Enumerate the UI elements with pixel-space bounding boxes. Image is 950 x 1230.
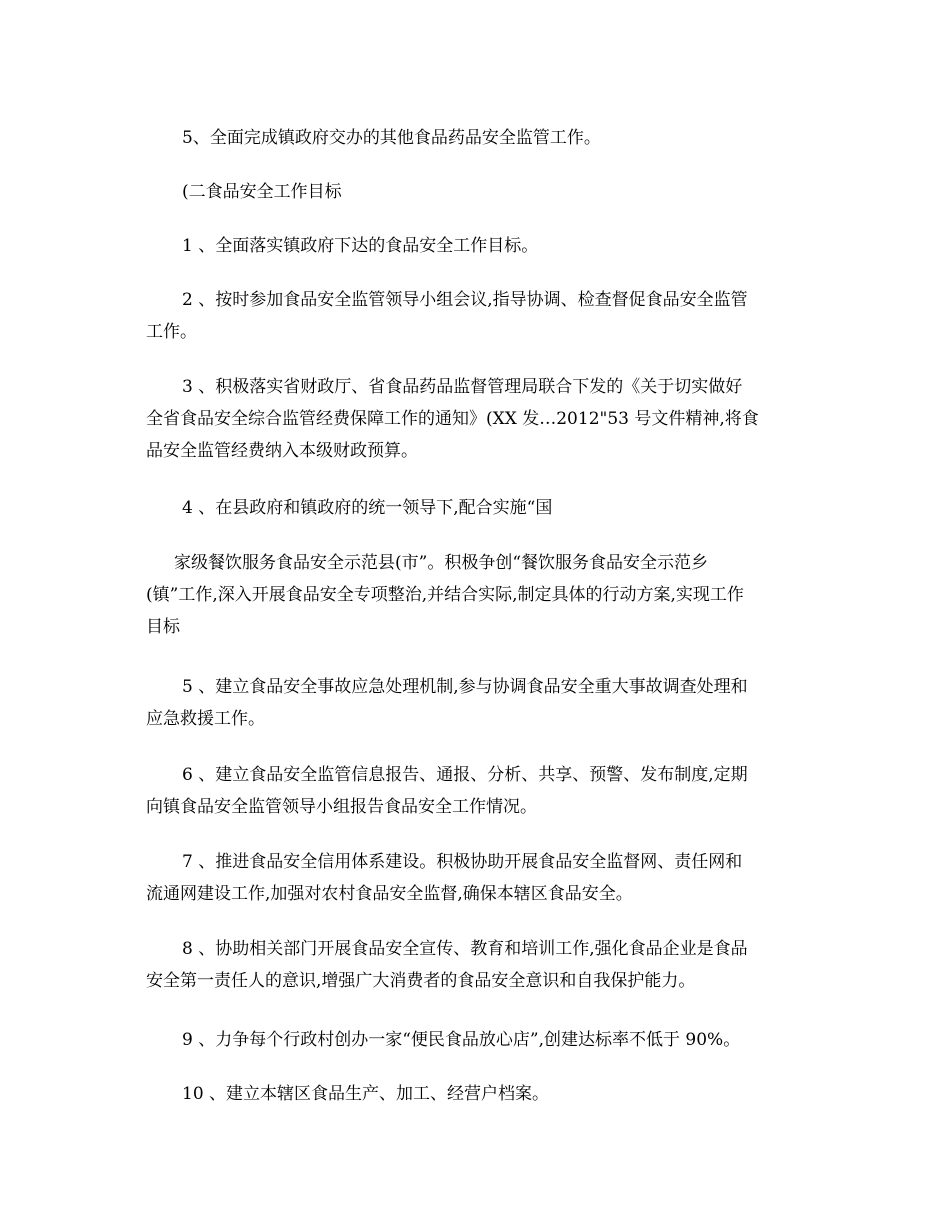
- paragraph-goal-8: [146, 933, 806, 997]
- text-line: 流通网建设工作,加强对农村食品安全监督,确保本辖区食品安全。: [146, 884, 633, 904]
- text-line: 5 、建立食品安全事故应急处理机制,参与协调食品安全重大事故调查处理和: [182, 677, 748, 697]
- text-line: 10 、建立本辖区食品生产、加工、经营户档案。: [182, 1084, 550, 1104]
- paragraph-item-5-complete-tasks: [146, 122, 806, 154]
- text-line: 7 、推进食品安全信用体系建设。积极协助开展食品安全监督网、责任网和: [182, 852, 743, 872]
- text-line: 安全第一责任人的意识,增强广大消费者的食品安全意识和自我保护能力。: [146, 971, 696, 991]
- paragraph-goal-3: [146, 371, 806, 467]
- text-line: 3 、积极落实省财政厅、省食品药品监督管理局联合下发的《关于切实做好: [182, 377, 743, 397]
- paragraph-goal-6: [146, 759, 806, 823]
- text-line: 全省食品安全综合监管经费保障工作的通知》(XX 发…2012"53 号文件精神,将食: [146, 409, 759, 429]
- text-line: 5、全面完成镇政府交办的其他食品药品安全监管工作。: [182, 128, 601, 148]
- paragraph-goal-9: [146, 1024, 806, 1056]
- paragraph-goal-1: [146, 230, 806, 262]
- text-line: 2 、按时参加食品安全监管领导小组会议,指导协调、检查督促食品安全监管: [182, 290, 748, 310]
- text-line: 1 、全面落实镇政府下达的食品安全工作目标。: [182, 236, 539, 256]
- text-line: 工作。: [146, 322, 197, 342]
- section-heading-food-safety-goals: [146, 176, 806, 208]
- paragraph-goal-7: [146, 846, 806, 910]
- text-line: 应急救援工作。: [146, 709, 265, 729]
- text-line: 9 、力争每个行政村创办一家“便民食品放心店”,创建达标率不低于 90%。: [182, 1030, 741, 1050]
- text-line: 8 、协助相关部门开展食品安全宣传、教育和培训工作,强化食品企业是食品: [182, 939, 748, 959]
- paragraph-goal-2: [146, 284, 806, 348]
- text-line: 家级餐饮服务食品安全示范县(市”。积极争创“餐饮服务食品安全示范乡: [174, 553, 709, 573]
- paragraph-goal-4-continued: [146, 547, 806, 643]
- paragraph-goal-10: [146, 1078, 806, 1110]
- text-line: 品安全监管经费纳入本级财政预算。: [146, 441, 418, 461]
- text-line: 向镇食品安全监管领导小组报告食品安全工作情况。: [146, 797, 537, 817]
- paragraph-goal-4: [146, 492, 806, 524]
- text-line: (镇”工作,深入开展食品安全专项整治,并结合实际,制定具体的行动方案,实现工作: [146, 585, 744, 605]
- text-line: 4 、在县政府和镇政府的统一领导下,配合实施“国: [182, 498, 553, 518]
- text-line: (二食品安全工作目标: [182, 182, 342, 202]
- text-line: 6 、建立食品安全监管信息报告、通报、分析、共享、预警、发布制度,定期: [182, 765, 748, 785]
- paragraph-goal-5: [146, 671, 806, 735]
- text-line: 目标: [146, 617, 180, 637]
